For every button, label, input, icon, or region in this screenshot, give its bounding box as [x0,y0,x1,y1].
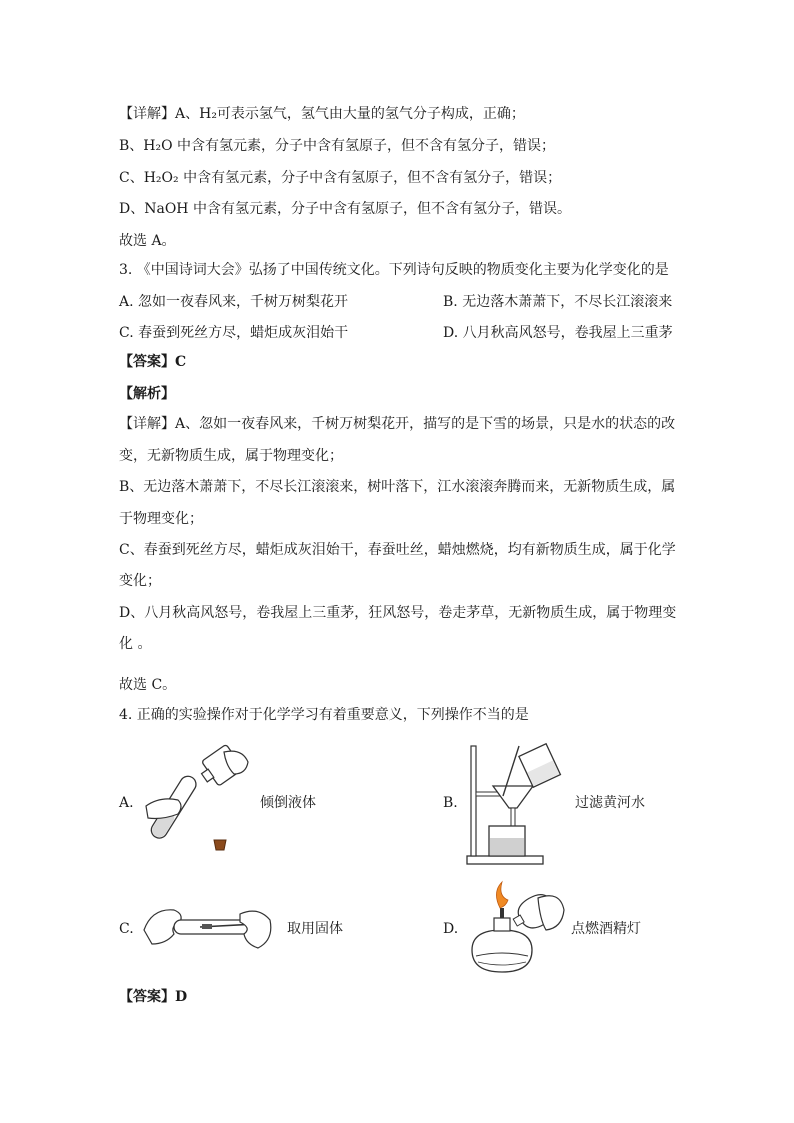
q3-conclusion: 故选 C。 [119,677,177,693]
q4-option-a-letter: A. [119,795,134,811]
explain-line-3: C、H₂O₂ 中含有氢元素，分子中含有氢原子，但不含有氢分子，错误； [119,170,562,186]
pouring-liquid-figure [138,744,256,854]
q3-option-d: D. 八月秋高风怒号，卷我屋上三重茅 [443,325,673,341]
q4-option-c-caption: 取用固体 [287,921,343,937]
q3-detail-line: 化 。 [119,636,152,652]
q3-detail-line: 【详解】A、忽如一夜春风来，千树万树梨花开，描写的是下雪的场景，只是水的状态的改 [119,416,676,432]
q4-answer: 【答案】D [119,989,188,1005]
taking-solid-figure [140,900,276,956]
q3-detail-line: 变，无新物质生成，属于物理变化； [119,448,343,464]
q4-option-b-caption: 过滤黄河水 [575,795,645,811]
q3-option-b: B. 无边落木萧萧下，不尽长江滚滚来 [443,294,673,310]
q3-option-a: A. 忽如一夜春风来，千树万树梨花开 [119,294,349,310]
q3-detail-line: B、无边落木萧萧下，不尽长江滚滚来，树叶落下，江水滚滚奔腾而来，无新物质生成，属 [119,479,676,495]
explain-line-1: 【详解】A、H₂可表示氢气，氢气由大量的氢气分子构成，正确； [119,106,525,122]
explain-line-4: D、NaOH 中含有氢元素，分子中含有氢原子，但不含有氢分子，错误。 [119,201,571,217]
q3-detail-line: 变化； [119,573,161,589]
q3-stem: 3. 《中国诗词大会》弘扬了中国传统文化。下列诗句反映的物质变化主要为化学变化的是 [119,262,669,278]
q4-option-a-caption: 倾倒液体 [260,795,316,811]
q3-analysis-title: 【解析】 [119,386,175,402]
explain-conclusion: 故选 A。 [119,233,176,249]
q3-detail-line: D、八月秋高风怒号，卷我屋上三重茅，狂风怒号，卷走茅草，无新物质生成，属于物理变 [119,605,677,621]
q3-detail-line: 于物理变化； [119,511,203,527]
q4-option-d-caption: 点燃酒精灯 [571,921,641,937]
q4-option-d-letter: D. [443,921,459,937]
filtration-figure [463,740,563,868]
explain-line-2: B、H₂O 中含有氢元素，分子中含有氢原子，但不含有氢分子，错误； [119,138,556,154]
q4-option-b-letter: B. [443,795,458,811]
q3-detail-line: C、春蚕到死丝方尽，蜡炬成灰泪始干，春蚕吐丝，蜡烛燃烧，均有新物质生成，属于化学 [119,542,676,558]
q4-stem: 4. 正确的实验操作对于化学学习有着重要意义，下列操作不当的是 [119,707,529,723]
q3-option-c: C. 春蚕到死丝方尽，蜡炬成灰泪始干 [119,325,349,341]
alcohol-lamp-figure [462,880,566,980]
q3-answer: 【答案】C [119,354,187,370]
q4-option-c-letter: C. [119,921,134,937]
